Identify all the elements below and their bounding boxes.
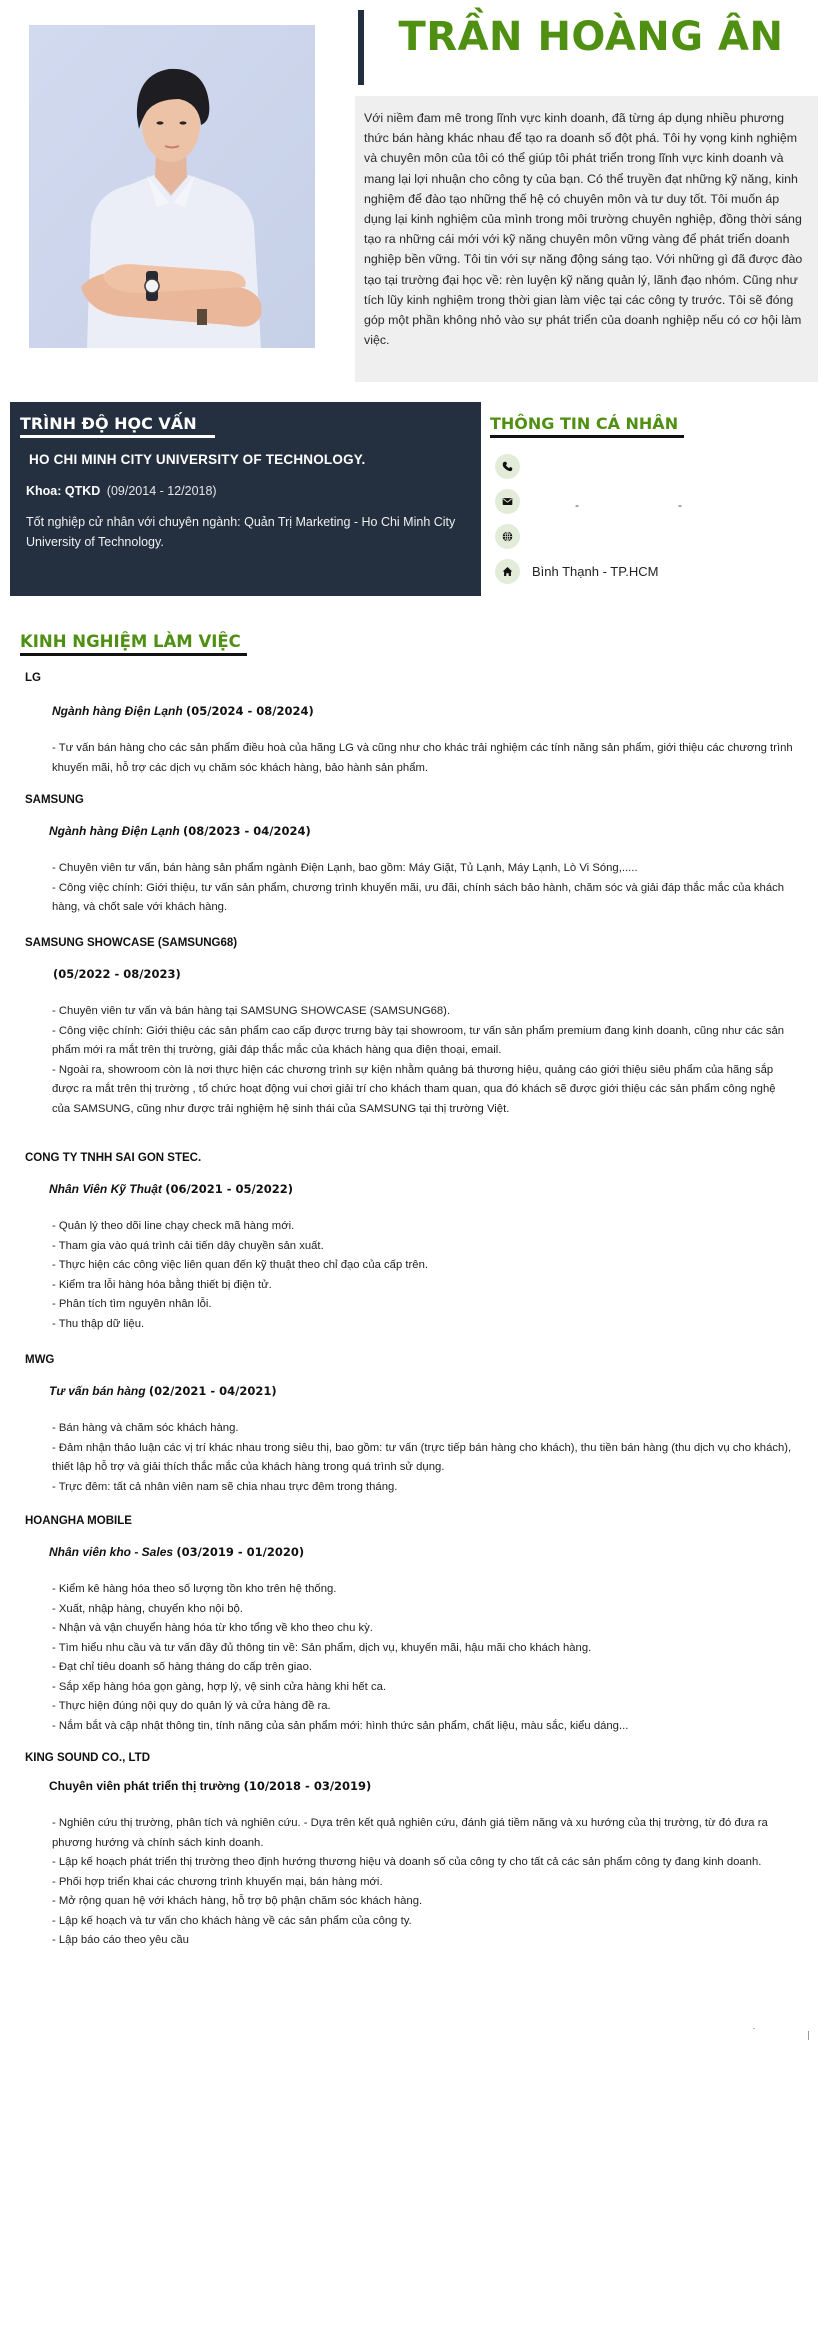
job-title: Tư vấn bán hàng: [49, 1384, 146, 1398]
job-bullet: - Nhận và vận chuyển hàng hóa từ kho tổng về kho theo chu kỳ.: [52, 1622, 373, 1634]
job-role: [52, 704, 314, 718]
job-bullet: - Kiểm kê hàng hóa theo số lượng tồn kho trên hệ thống.: [52, 1583, 337, 1595]
education-dates: (09/2014 - 12/2018): [106, 484, 217, 498]
job-bullet: - Ngoài ra, showroom còn là nơi thực hiện các chương trình sự kiện nhằm quảng bá thương hiệu, quảng cáo giới thiệu siêu phẩm của hãng sắp được ra mắt trên thị trường , tổ chức hoạt động vui chơi giải trí cho khách tham quan, qua đó khách sẽ được giới thiệu các sản phẩm công nghệ của SAMSUNG, cũng như được trải nghiệm hệ sinh thái của SAMSUNG tại thị trường Việt.: [52, 1063, 776, 1115]
job-bullet: - Đạt chỉ tiêu doanh số hàng tháng do cấp trên giao.: [52, 1661, 313, 1673]
job-role: [49, 1779, 371, 1793]
page-artifact: [753, 2028, 755, 2029]
contact-list: [490, 454, 820, 594]
job-bullets: [25, 1002, 795, 1119]
job-bullet: - Tư vấn bán hàng cho các sản phẩm điều hoà của hãng LG và cũng như cho khác trải nghiệm các tính năng sản phẩm, giới thiệu các chương trình khuyến mãi, hỗ trợ các dịch vụ chăm sóc khách hàng, bảo hành sản phẩm.: [52, 742, 793, 774]
job-bullet: - Phân tích tìm nguyên nhân lỗi.: [52, 1298, 212, 1310]
job-bullet: - Chuyên viên tư vấn, bán hàng sản phẩm ngành Điện Lạnh, bao gồm: Máy Giặt, Tủ Lạnh, Máy Lạnh, Lò Vi Sóng,.....: [52, 862, 638, 874]
job-bullets: [25, 1814, 795, 1951]
education-school: HO CHI MINH CITY UNIVERSITY OF TECHNOLOGY.: [29, 452, 366, 467]
job-bullet: - Kiểm tra lỗi hàng hóa bằng thiết bị điện tử.: [52, 1278, 272, 1291]
education-faculty: [26, 484, 471, 498]
job-dates: (02/2021 - 04/2021): [148, 1384, 277, 1398]
phone-icon: [495, 454, 520, 479]
job-dates: (05/2022 - 08/2023): [53, 967, 181, 981]
email-dash: -: [678, 498, 682, 512]
job-role: [49, 1545, 304, 1559]
job-company: MWG: [25, 1354, 55, 1366]
education-section: [10, 402, 481, 596]
contact-row-website: [490, 524, 820, 559]
job-dates: (08/2023 - 04/2024): [183, 824, 311, 838]
job-role: [49, 1182, 293, 1196]
job-bullet: - Tham gia vào quá trình cải tiến dây chuyền sản xuất.: [52, 1239, 324, 1252]
job-bullet: - Công việc chính: Giới thiệu, tư vấn sản phẩm, chương trình khuyến mãi, ưu đãi, chính sách bảo hành, chăm sóc và giải đáp thắc mắc của khách hàng, và chốt sale với khách hàng.: [52, 881, 785, 913]
job-bullet: - Phối hợp triển khai các chương trình khuyến mại, bán hàng mới.: [52, 1875, 383, 1888]
job-bullet: - Lập báo cáo theo yêu cầu: [52, 1934, 189, 1946]
job-bullet: - Tìm hiểu nhu cầu và tư vấn đầy đủ thông tin về: Sản phẩm, dịch vụ, khuyến mãi, hậu mãi cho khách hàng.: [52, 1641, 592, 1654]
job-bullets: [25, 739, 795, 778]
job-company: HOANGHA MOBILE: [25, 1515, 132, 1527]
contact-row-phone: [490, 454, 820, 489]
contact-row-address: [490, 559, 820, 594]
job-dates: (10/2018 - 03/2019): [243, 1779, 372, 1793]
job-bullet: - Lập kế hoạch phát triển thị trường theo định hướng thương hiệu và doanh số của công ty cho tất cả các sản phẩm công ty đang kinh doanh.: [52, 1856, 762, 1868]
job-role: [49, 824, 311, 838]
email-dash: -: [575, 498, 579, 512]
job-entry-samsung-showcase: [25, 937, 785, 1115]
job-company: SAMSUNG SHOWCASE (SAMSUNG68): [25, 937, 238, 949]
job-bullets: [25, 1217, 795, 1334]
job-company: LG: [25, 672, 41, 684]
job-bullet: - Bán hàng và chăm sóc khách hàng.: [52, 1422, 239, 1434]
job-bullets: [25, 1419, 795, 1497]
summary-text: Với niềm đam mê trong lĩnh vực kinh doanh, đã từng áp dụng nhiều phương thức bán hàng khác nhau để tạo ra doanh số đột phá. Tôi hy vọng kinh nghiệm và chuyên môn của tôi có thể giúp tôi phát triển trong lĩnh vực kinh doanh và mang lại lợi nhuận cho công ty của bạn. Có thể truyền đạt những kỹ năng, kinh nghiệm để đào tạo những thế hệ có chuyên môn và tư duy tốt. Tôi muốn áp dụng lại kinh nghiệm của mình trong môi trường chuyên nghiệp, đồng thời sáng tạo ra những cái mới với kỹ năng chuyên môn vững vàng để phát triển doanh nghiệp bền vững. Tôi tin với sự năng động sáng tạo. Với những gì đã được đào tạo tại trường đại học về: rèn luyện kỹ năng quản lý, lãnh đạo nhóm. Cũng như tích lũy kinh nghiệm trong thời gian làm việc tại các công ty trước. Tôi sẽ đóng góp một phần không nhỏ vào sự phát triển của doanh nghiệp nếu có cơ hội làm việc.: [364, 111, 803, 348]
job-bullet: - Lập kế hoạch và tư vấn cho khách hàng về các sản phẩm của công ty.: [52, 1914, 412, 1927]
job-bullet: - Đảm nhận thảo luận các vị trí khác nhau trong siêu thị, bao gồm: tư vấn (trực tiếp bán hàng cho khách), thu tiền bán hàng (thu dịch vụ cho khách), thiết lập hỗ trợ và giải thích thắc mắc của khách hàng trong quá trình sử dụng.: [52, 1441, 792, 1473]
experience-section: [20, 632, 810, 1946]
job-entry-samsung: [25, 794, 785, 913]
job-entry-mwg: [25, 1354, 792, 1493]
contact-section: [490, 402, 820, 594]
job-bullet: - Nghiên cứu thị trường, phân tích và nghiên cứu. - Dựa trên kết quả nghiên cứu, đánh giá tiềm năng và xu hướng của thị trường, từ đó đưa ra phương hướng và chính sách kinh doanh.: [52, 1817, 768, 1849]
job-bullets: [25, 1580, 795, 1736]
experience-title: KINH NGHIỆM LÀM VIỆC: [20, 632, 247, 656]
contact-address: Bình Thạnh - TP.HCM: [532, 564, 659, 579]
email-icon: [495, 489, 520, 514]
portrait-illustration: [29, 25, 315, 348]
job-company: CONG TY TNHH SAI GON STEC.: [25, 1152, 202, 1164]
job-bullet: - Xuất, nhập hàng, chuyển kho nội bộ.: [52, 1602, 243, 1615]
page-artifact: [808, 2031, 809, 2040]
job-bullet: - Sắp xếp hàng hóa gọn gàng, hợp lý, vệ sinh cửa hàng khi hết ca.: [52, 1680, 387, 1693]
job-title: Nhân viên kho - Sales: [49, 1545, 174, 1559]
summary-box: [355, 96, 818, 382]
job-dates: (05/2024 - 08/2024): [186, 704, 314, 718]
job-entry-hoangha: [25, 1515, 629, 1732]
home-icon: [495, 559, 520, 584]
job-bullet: - Công việc chính: Giới thiệu các sản phẩm cao cấp được trưng bày tại showroom, tư vấn sản phẩm premium đang kinh doanh, cũng như các sản phẩm mới ra mắt trên thị trường, giải đáp thắc mắc của khách hàng qua điện thoại, email.: [52, 1024, 785, 1056]
contact-row-email: [490, 489, 820, 524]
job-bullet: - Nắm bắt và cập nhật thông tin, tính năng của sản phẩm mới: hình thức sản phẩm, chất liệu, màu sắc, kiểu dáng...: [52, 1719, 629, 1732]
job-bullet: - Trực đêm: tất cả nhân viên nam sẽ chia nhau trực đêm trong tháng.: [52, 1480, 398, 1493]
faculty-label: Khoa: QTKD: [26, 484, 101, 498]
contact-title: THÔNG TIN CÁ NHÂN: [490, 414, 684, 438]
job-entry-lg: [25, 672, 793, 774]
job-bullet: - Thực hiện các công việc liên quan đến kỹ thuật theo chỉ đạo của cấp trên.: [52, 1259, 428, 1271]
job-dates: (03/2019 - 01/2020): [176, 1545, 305, 1559]
job-bullet: - Mở rộng quan hệ với khách hàng, hỗ trợ bộ phận chăm sóc khách hàng.: [52, 1895, 423, 1907]
job-bullet: - Thu thập dữ liệu.: [52, 1317, 145, 1330]
education-description: Tốt nghiệp cử nhân với chuyên ngành: Quản Trị Marketing - Ho Chi Minh City University of Technology.: [26, 515, 456, 549]
job-entry-king-sound: [25, 1752, 768, 1946]
job-bullets: [25, 859, 795, 918]
education-title: TRÌNH ĐỘ HỌC VẤN: [20, 414, 215, 438]
job-role: [53, 967, 181, 981]
job-title: Ngành hàng Điện Lạnh: [49, 824, 180, 838]
job-company: SAMSUNG: [25, 794, 84, 806]
candidate-name: TRẦN HOÀNG ÂN: [398, 14, 784, 60]
job-bullet: - Quản lý theo dõi line chạy check mã hàng mới.: [52, 1220, 295, 1232]
job-title: Nhân Viên Kỹ Thuật: [49, 1182, 162, 1196]
job-company: KING SOUND CO., LTD: [25, 1752, 151, 1764]
job-role: [49, 1384, 277, 1398]
globe-icon: [495, 524, 520, 549]
job-title: Chuyên viên phát triển thị trường: [49, 1779, 241, 1793]
job-bullet: - Chuyên viên tư vấn và bán hàng tại SAMSUNG SHOWCASE (SAMSUNG68).: [52, 1005, 451, 1017]
profile-photo: [29, 25, 315, 348]
job-dates: (06/2021 - 05/2022): [165, 1182, 293, 1196]
job-bullet: - Thực hiện đúng nội quy do quản lý và cửa hàng đề ra.: [52, 1700, 331, 1712]
job-entry-saigon-stec: [25, 1152, 428, 1330]
job-title: Ngành hàng Điện Lạnh: [52, 704, 183, 718]
